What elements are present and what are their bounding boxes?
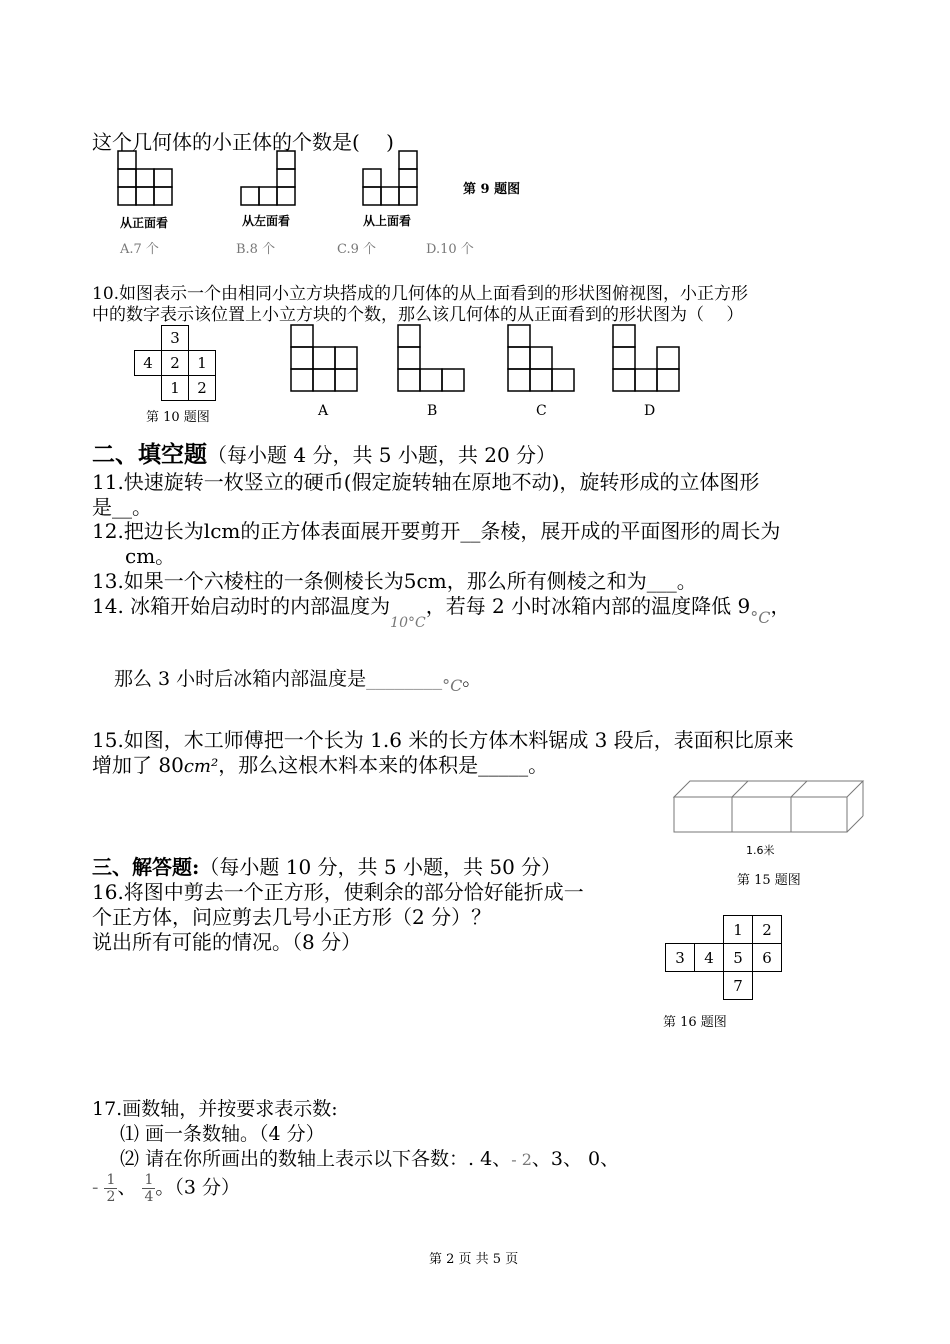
q14-line1: 14. 冰箱开始启动时的内部温度为$_{10^\circ C}$，若每 2 小时冰箱内部的温度降低 $9_{^\circ C}$， (92, 594, 791, 631)
q15-line2 (92, 749, 548, 778)
q17-minus: - (92, 1176, 99, 1199)
q15-line2-b: ，那么这根木料本来的体积是_____。 (218, 753, 549, 777)
net-cell: 5 (724, 944, 753, 972)
q10-top-view-grid (134, 325, 216, 401)
q17-sep: 、 (117, 1176, 137, 1199)
q10-option-a-figure (291, 325, 359, 397)
q14-unit2: °C (442, 676, 463, 695)
section2-note: （每小题 4 分，共 5 小题，共 20 分） (207, 443, 557, 467)
grid-cell: 3 (162, 326, 189, 351)
q17-line3-a: ⑵ 请在你所画出的数轴上表示以下各数：. 4、 (120, 1148, 512, 1170)
page-footer: 第 2 页 共 5 页 (429, 1252, 519, 1267)
q10-option-d: D (644, 403, 656, 419)
q10-option-c: C (536, 403, 547, 419)
q11-line2: 是__。 (92, 495, 152, 519)
q17-line2: ⑴ 画一条数轴。（4 分） (120, 1123, 325, 1145)
q14-end: 。 (462, 668, 482, 690)
section2-title: 二、填空题 (92, 441, 207, 468)
q16-line2: 个正方体，问应剪去几号小正方形（2 分）？ (92, 905, 492, 929)
q17-neg2: - 2 (511, 1150, 532, 1169)
q16-net-grid (665, 915, 782, 1000)
q11-line1: 11.快速旋转一枚竖立的硬币(假定旋转轴在原地不动)，旋转形成的立体图形 (92, 470, 760, 494)
q9-front-label: 从正面看 (120, 216, 169, 230)
q17-line3 (120, 1144, 619, 1171)
q9-option-a: A.7 个 (120, 242, 159, 257)
q12-line2: cm。 (125, 544, 176, 568)
q15-wood-figure (673, 780, 868, 836)
q17-line4 (92, 1172, 240, 1205)
q15-area-unit: cm² (183, 756, 219, 777)
q14-unit1: °C (750, 608, 771, 627)
net-cell: 1 (724, 916, 753, 944)
fraction-half: $\frac{1}{2}$ (106, 1172, 116, 1205)
q17-line1: 17.画数轴，并按要求表示数: (92, 1098, 338, 1120)
q15-fig-label: 第 15 题图 (737, 873, 801, 888)
q10-fig-label: 第 10 题图 (146, 410, 210, 425)
grid-cell: 2 (162, 351, 189, 376)
q14-temp-start: 10°C (390, 615, 426, 631)
q10-line1: 10.如图表示一个由相同小立方块搭成的几何体的从上面看到的形状图俯视图，小正方形 (92, 284, 749, 304)
q9-left-view (241, 151, 301, 207)
q9-option-c: C.9 个 (337, 242, 377, 257)
section3-title: 三、解答题: (92, 855, 200, 879)
q15-line2-a: 增加了 80 (92, 753, 184, 777)
q9-stem: 这个几何体的小正体的个数是( ) (92, 130, 394, 154)
net-cell: 4 (695, 944, 724, 972)
q10-line2: 中的数字表示该位置上小立方块的个数，那么该几何体的从正面看到的形状图为（ ） (92, 305, 744, 325)
q16-fig-label: 第 16 题图 (663, 1015, 727, 1030)
q17-line4-end: 。（3 分） (155, 1176, 241, 1199)
q9-top-label: 从上面看 (363, 214, 412, 228)
q15-line1: 15.如图，木工师傅把一个长为 1.6 米的长方体木料锯成 3 段后，表面积比原来 (92, 728, 794, 752)
q10-option-d-figure (613, 325, 681, 397)
grid-cell: 4 (135, 351, 162, 376)
q9-top-view (363, 151, 423, 207)
q14-blank: ________ (366, 668, 443, 690)
q14-line2 (114, 664, 482, 695)
q16-line1: 16.将图中剪去一个正方形，使剩余的部分恰好能折成一 (92, 880, 584, 904)
q10-option-a: A (318, 403, 329, 419)
q10-option-c-figure (508, 325, 576, 397)
net-cell: 7 (724, 972, 753, 1000)
net-cell: 3 (666, 944, 695, 972)
q10-option-b-figure (398, 325, 466, 397)
q9-fig-label: 第 9 题图 (463, 182, 521, 197)
q10-option-b: B (427, 403, 438, 419)
section3-note: （每小题 10 分，共 5 小题，共 50 分） (199, 855, 562, 879)
grid-cell: 2 (189, 376, 216, 401)
q16-line3: 说出所有可能的情况。（8 分） (92, 930, 362, 954)
q9-option-b: B.8 个 (236, 242, 276, 257)
q14-part2: ，若每 2 小时冰箱内部的温度降低 9 (425, 594, 751, 618)
q12-line1: 12.把边长为lcm的正方体表面展开要剪开__条棱，展开成的平面图形的周长为 (92, 519, 781, 543)
q9-front-view (118, 151, 178, 207)
q14-line2-text: 那么 3 小时后冰箱内部温度是 (114, 668, 367, 690)
q9-left-label: 从左面看 (242, 214, 291, 228)
grid-cell: 1 (189, 351, 216, 376)
net-cell: 6 (753, 944, 782, 972)
grid-cell: 1 (162, 376, 189, 401)
net-cell: 2 (753, 916, 782, 944)
section2-heading (92, 436, 556, 469)
q14-part1: 14. 冰箱开始启动时的内部温度为 (92, 594, 391, 618)
q17-line3-b: 、3、 0、 (531, 1148, 620, 1170)
fraction-quarter: $\frac{1}{4}$ (144, 1172, 154, 1205)
q15-length-label: 1.6米 (746, 844, 775, 857)
q13-text: 13.如果一个六棱柱的一条侧棱长为5cm，那么所有侧棱之和为___。 (92, 569, 697, 593)
q9-option-d: D.10 个 (426, 242, 474, 257)
